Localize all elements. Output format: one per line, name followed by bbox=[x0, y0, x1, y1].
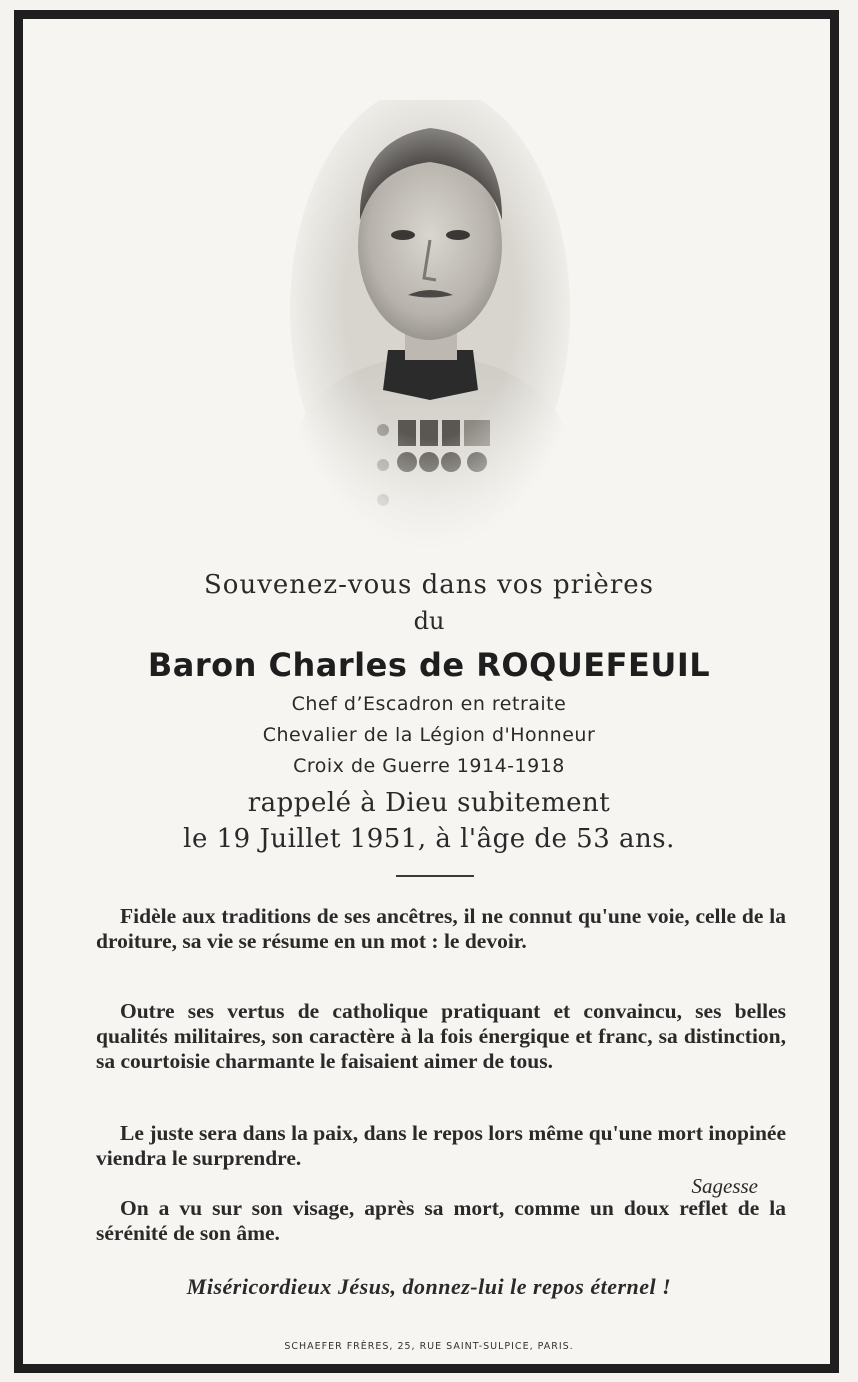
title-line-2: Chevalier de la Légion d'Honneur bbox=[262, 724, 596, 746]
paragraph-2-text: Outre ses vertus de catholique pratiquant et convaincu, ses belles qualités militaires, son caractère à la fois énergique et franc, sa distinction, sa courtoisie charmante le faisaient aimer de tous. bbox=[96, 999, 786, 1073]
title-line-3: Croix de Guerre 1914-1918 bbox=[293, 755, 565, 777]
paragraph-3 bbox=[96, 1121, 786, 1171]
rappel-line: rappelé à Dieu subitement bbox=[247, 788, 611, 818]
attribution: Sagesse bbox=[691, 1174, 758, 1198]
date-line: le 19 Juillet 1951, à l'âge de 53 ans. bbox=[183, 824, 675, 854]
paragraph-4-text: On a vu sur son visage, après sa mort, comme un doux reflet de la sérénité de son âme. bbox=[96, 1196, 786, 1245]
divider-rule bbox=[396, 875, 474, 877]
paragraph-4 bbox=[96, 1196, 786, 1246]
card-du: du bbox=[413, 607, 445, 635]
printer-credit: SCHAEFER FRÈRES, 25, RUE SAINT-SULPICE, PARIS. bbox=[284, 1341, 574, 1352]
paragraph-1 bbox=[96, 904, 786, 954]
deceased-name: Baron Charles de ROQUEFEUIL bbox=[147, 646, 711, 684]
paragraph-2 bbox=[96, 999, 786, 1074]
closing-prayer: Miséricordieux Jésus, donnez-lui le repos éternel ! bbox=[186, 1274, 672, 1299]
title-line-1: Chef d’Escadron en retraite bbox=[291, 693, 567, 715]
paragraph-1-text: Fidèle aux traditions de ses ancêtres, il ne connut qu'une voie, celle de la droiture, sa vie se résume en un mot : le devoir. bbox=[96, 904, 786, 953]
portrait-photo bbox=[288, 100, 573, 550]
card-header: Souvenez-vous dans vos prières bbox=[204, 570, 654, 600]
paragraph-3-text: Le juste sera dans la paix, dans le repos lors même qu'une mort inopinée viendra le surprendre. bbox=[96, 1121, 786, 1170]
